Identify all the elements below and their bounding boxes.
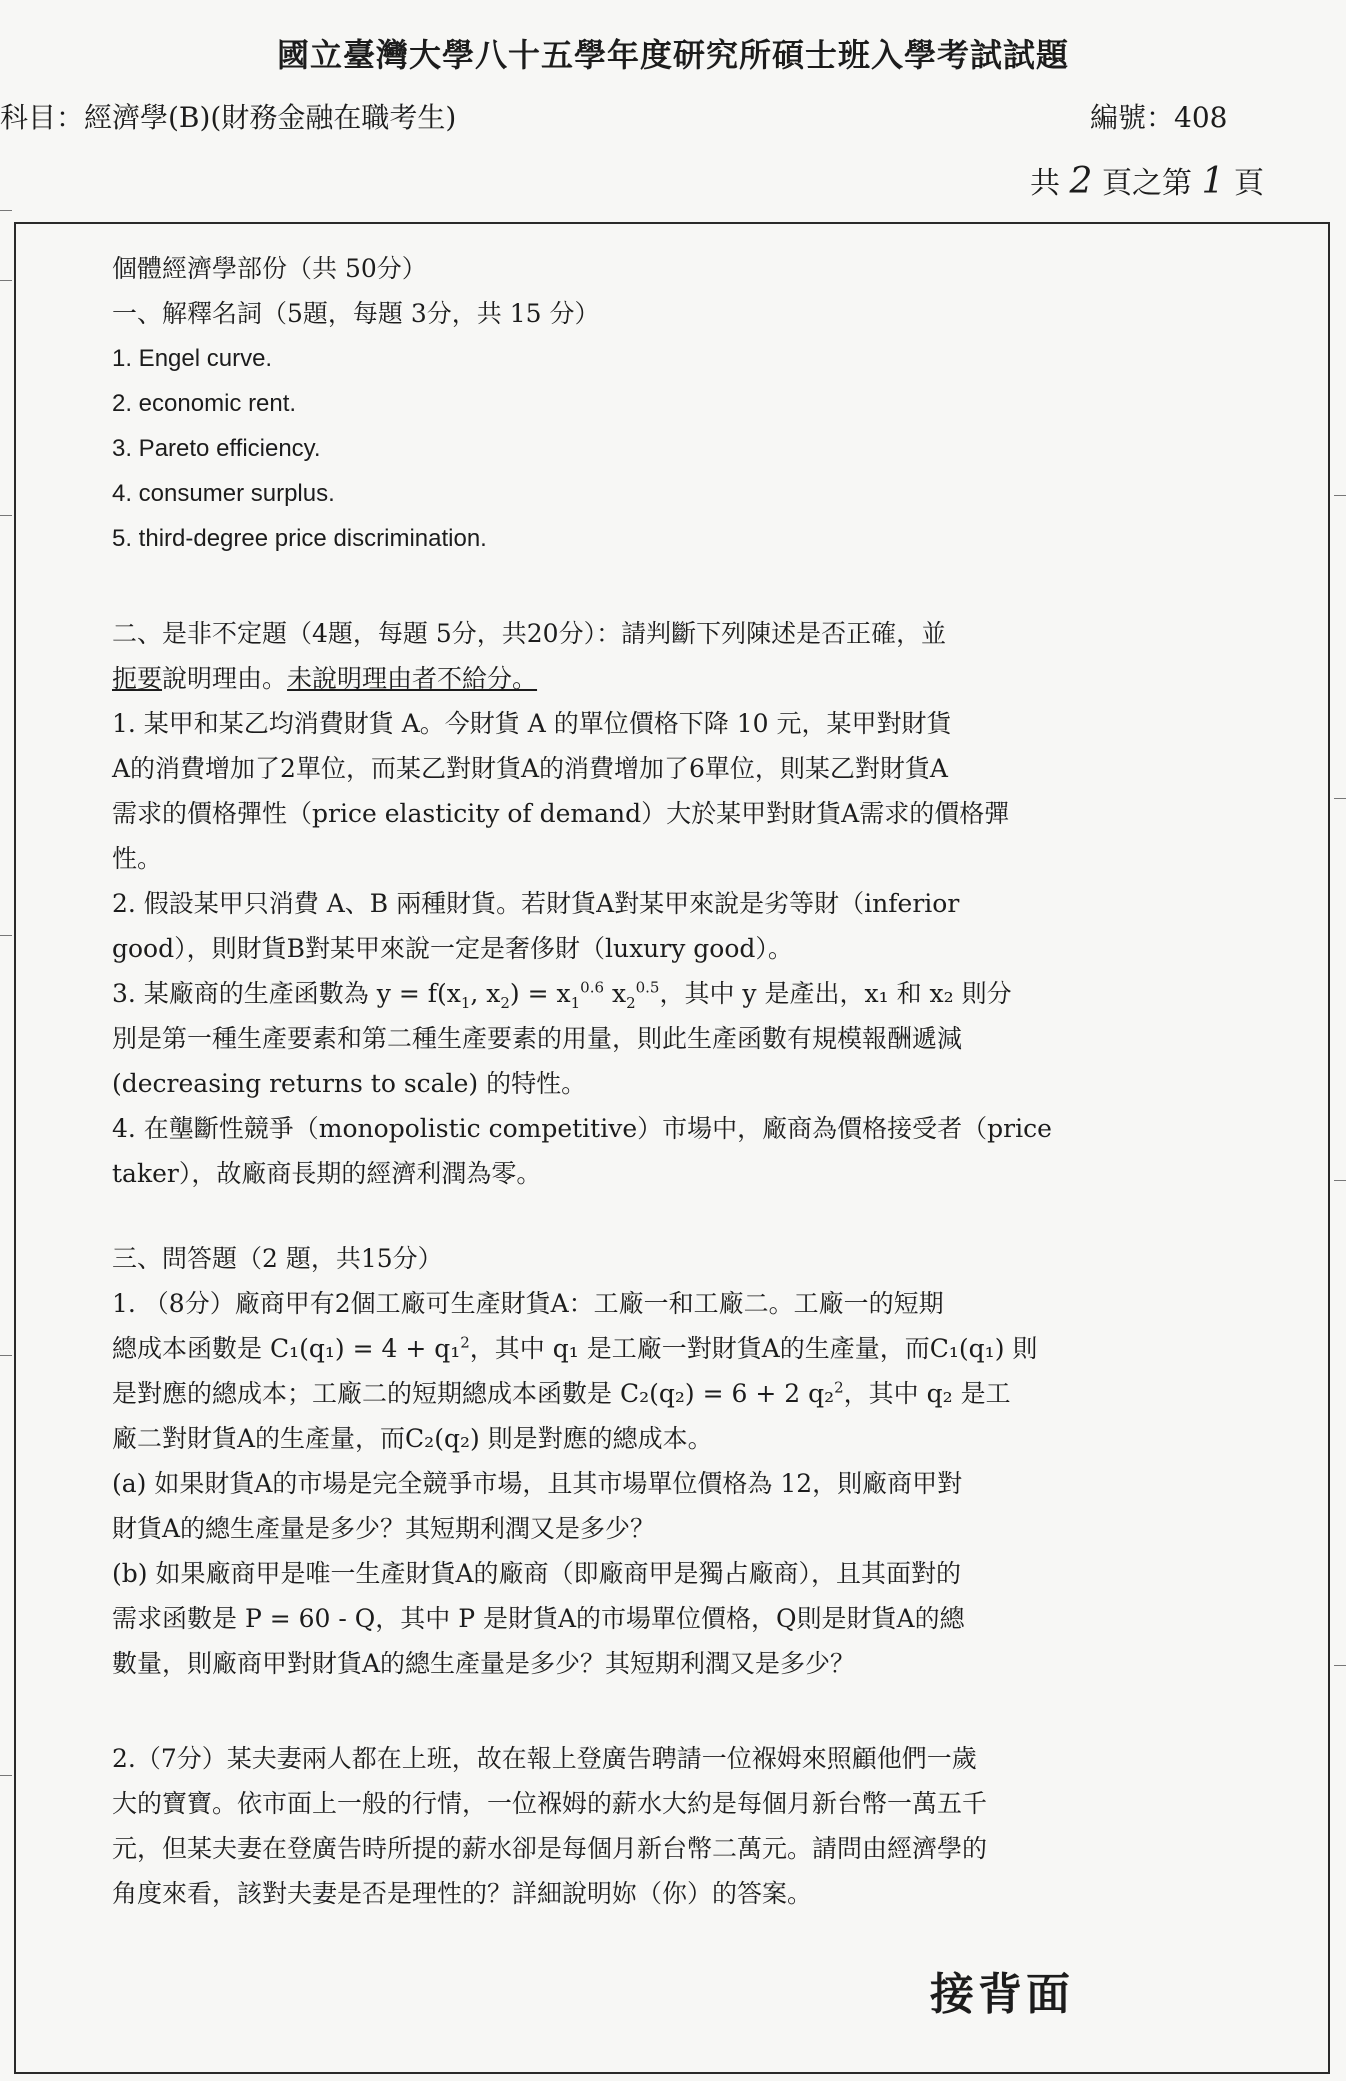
essay-q1a-line: 財貨A的總生產量是多少？其短期利潤又是多少？ (112, 1514, 656, 1543)
exam-title: 國立臺灣大學八十五學年度研究所碩士班入學考試試題 (276, 36, 1069, 74)
formula-sub: 1 (460, 994, 471, 1012)
formula-text: , x (470, 979, 501, 1008)
turn-over-note: 接背面 (930, 1969, 1074, 2020)
emphasis-brief: 扼要 (112, 664, 163, 693)
tf-q2-line: 2. 假設某甲只消費 A、B 兩種財貨。若財貨A對某甲來說是劣等財（inferior (112, 889, 960, 918)
tf-q2-line: good），則財貨B對某甲來說一定是奢侈財（luxury good）。 (112, 934, 793, 963)
page-total: 2 (1069, 161, 1093, 202)
term-item: 3. Pareto efficiency. (112, 435, 321, 462)
formula-text: x (604, 979, 627, 1008)
tf-q3-line: (decreasing returns to scale) 的特性。 (112, 1069, 587, 1098)
formula-sup: 0.5 (635, 978, 660, 997)
margin-tick (0, 210, 12, 211)
subject-label: 科目：經濟學(B)(財務金融在職考生) (0, 101, 457, 134)
term-item: 5. third-degree price discrimination. (112, 525, 487, 552)
page-current: 1 (1201, 161, 1225, 202)
essay-q2-line: 角度來看，該對夫妻是否是理性的？詳細說明妳（你）的答案。 (112, 1879, 813, 1908)
essay-q1-line (112, 1371, 1142, 1416)
tf-q1-line: A的消費增加了2單位，而某乙對財貨A的消費增加了6單位，則某乙對財貨A (112, 754, 948, 783)
tf-q1-line: 需求的價格彈性（price elasticity of demand）大於某甲對財貨A需求的價格彈 (112, 799, 1010, 828)
essay-q1-line: 廠二對財貨A的生產量，而C₂(q₂) 則是對應的總成本。 (112, 1424, 713, 1453)
exam-code: 編號：408 (1090, 101, 1228, 134)
tf-q1-line: 1. 某甲和某乙均消費財貨 A。今財貨 A 的單位價格下降 10 元，某甲對財貨 (112, 709, 952, 738)
micro-section-heading: 個體經濟學部份（共 50分） (112, 254, 427, 283)
formula-text: ) = x (509, 979, 571, 1008)
part2-heading-explain: 說明理由。 (162, 664, 288, 693)
part1-heading: 一、解釋名詞（5題，每題 3分，共 15 分） (112, 299, 600, 328)
tf-q1-line: 性。 (112, 844, 163, 873)
essay-q1-line (112, 1326, 1142, 1371)
formula-text: 總成本函數是 C₁(q₁) = 4 + q₁ (112, 1334, 461, 1363)
page-count-mid: 頁之第 (1102, 166, 1192, 201)
margin-tick (0, 515, 12, 516)
formula-text: 3. 某廠商的生產函數為 y = f(x (112, 979, 461, 1008)
formula-sup: 2 (834, 1378, 844, 1397)
formula-text: 是對應的總成本；工廠二的短期總成本函數是 C₂(q₂) = 6 + 2 q₂ (112, 1379, 835, 1408)
formula-sub: 2 (500, 994, 510, 1012)
tf-q3-line: 別是第一種生產要素和第二種生產要素的用量，則此生產函數有規模報酬遞減 (112, 1024, 963, 1053)
formula-sub: 1 (570, 994, 581, 1012)
formula-text: ，其中 y 是產出，x₁ 和 x₂ 則分 (659, 979, 1012, 1008)
margin-tick (0, 935, 12, 936)
formula-text: ，其中 q₂ 是工 (843, 1379, 1011, 1408)
margin-tick (1334, 798, 1346, 799)
term-item: 1. Engel curve. (112, 345, 273, 372)
formula-sub: 2 (626, 994, 636, 1012)
part2-heading: 二、是非不定題（4題，每題 5分，共20分）：請判斷下列陳述是否正確，並 (112, 619, 947, 648)
tf-q3-line1 (112, 971, 1142, 1016)
formula-sup: 2 (460, 1333, 470, 1352)
essay-q2-line: 2.（7分）某夫妻兩人都在上班，故在報上登廣告聘請一位褓姆來照顧他們一歲 (112, 1744, 977, 1773)
essay-q2-line: 大的寶寶。依市面上一般的行情，一位褓姆的薪水大約是每個月新台幣一萬五千 (112, 1789, 988, 1818)
formula-sup: 0.6 (580, 978, 605, 997)
page-count (1030, 158, 1264, 202)
emphasis-no-credit: 未說明理由者不給分。 (287, 664, 538, 693)
exam-content (112, 246, 1142, 1916)
tf-q4-line: taker），故廠商長期的經濟利潤為零。 (112, 1159, 542, 1188)
margin-tick (0, 1775, 12, 1776)
essay-q1b-line: 需求函數是 P = 60 - Q，其中 P 是財貨A的市場單位價格，Q則是財貨A的總 (112, 1604, 965, 1633)
tf-q4-line: 4. 在壟斷性競爭（monopolistic competitive）市場中，廠商為價格接受者（price (112, 1114, 1052, 1143)
margin-tick (0, 1355, 12, 1356)
term-item: 2. economic rent. (112, 390, 297, 417)
page-count-suffix: 頁 (1234, 166, 1264, 201)
term-item: 4. consumer surplus. (112, 480, 335, 507)
essay-q1b-line: 數量，則廠商甲對財貨A的總生產量是多少？其短期利潤又是多少？ (112, 1649, 856, 1678)
essay-q2-line: 元，但某夫妻在登廣告時所提的薪水卻是每個月新台幣二萬元。請問由經濟學的 (112, 1834, 988, 1863)
part3-heading: 三、問答題（2 題，共15分） (112, 1244, 443, 1273)
essay-q1a-line: (a) 如果財貨A的市場是完全競爭市場，且其市場單位價格為 12，則廠商甲對 (112, 1469, 963, 1498)
part2-heading-cont (112, 656, 1142, 701)
margin-tick (0, 280, 12, 281)
page-count-prefix: 共 (1030, 166, 1060, 201)
margin-tick (1334, 1665, 1346, 1666)
essay-q1b-line: (b) 如果廠商甲是唯一生產財貨A的廠商（即廠商甲是獨占廠商），且其面對的 (112, 1559, 962, 1588)
margin-tick (1334, 495, 1346, 496)
margin-tick (1334, 1180, 1346, 1181)
formula-text: ，其中 q₁ 是工廠一對財貨A的生產量，而C₁(q₁) 則 (469, 1334, 1038, 1363)
essay-q1-line: 1. （8分）廠商甲有2個工廠可生產財貨A：工廠一和工廠二。工廠一的短期 (112, 1289, 944, 1318)
